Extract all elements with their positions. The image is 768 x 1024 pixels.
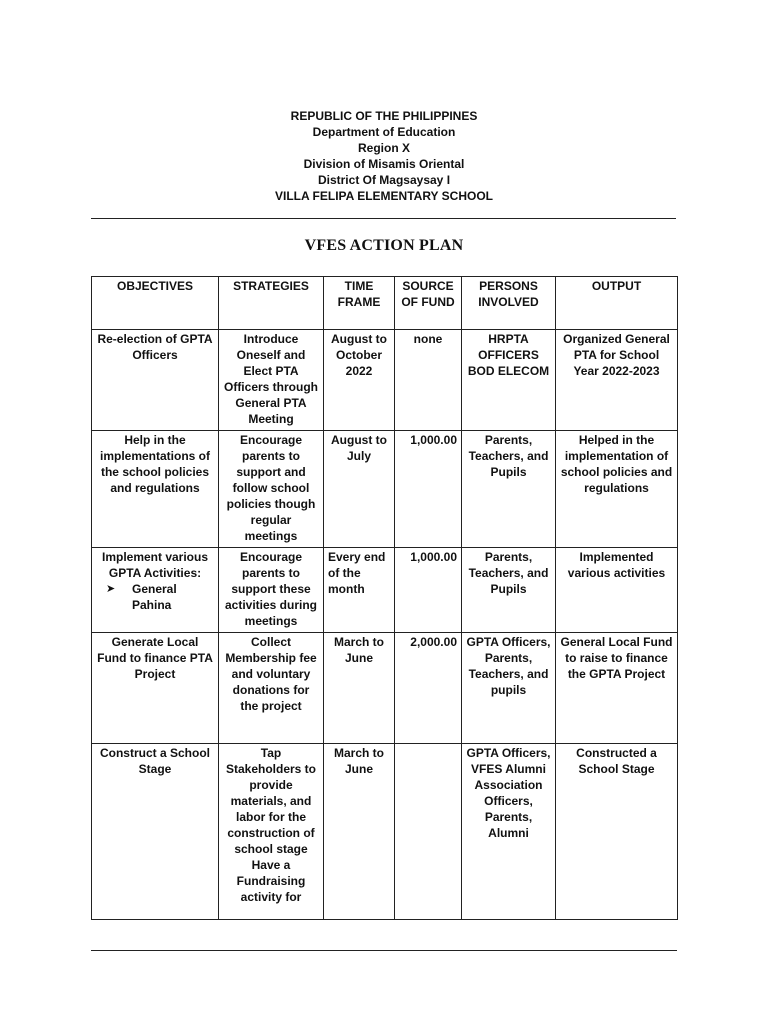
cell-output: General Local Fund to raise to finance the GPTA Project: [556, 633, 678, 744]
cell-time-frame: August to October 2022: [324, 330, 395, 431]
strategy-text: Tap Stakeholders to provide materials, and labor for the construction of school stage: [225, 746, 317, 856]
document-header: [0, 108, 768, 204]
table-row: [92, 744, 678, 920]
objective-bullet-text: General Pahina: [132, 582, 177, 612]
column-header-persons-involved: PERSONS INVOLVED: [462, 277, 556, 330]
cell-strategy: Encourage parents to support and follow school policies though regular meetings: [219, 431, 324, 548]
cell-time-frame: March to June: [324, 633, 395, 744]
cell-strategy: [219, 744, 324, 920]
column-header-output: OUTPUT: [556, 277, 678, 330]
cell-objective: Re-election of GPTA Officers: [92, 330, 219, 431]
cell-time-frame: Every end of the month: [324, 548, 395, 633]
objective-bullet-item: [96, 581, 214, 613]
cell-source-of-fund: none: [395, 330, 462, 431]
table-row: [92, 330, 678, 431]
cell-time-frame: August to July: [324, 431, 395, 548]
header-district: District Of Magsaysay I: [317, 173, 451, 187]
cell-strategy: Encourage parents to support these activities during meetings: [219, 548, 324, 633]
cell-output: Organized General PTA for School Year 2022-2023: [556, 330, 678, 431]
table-row: [92, 633, 678, 744]
header-division: Division of Misamis Oriental: [303, 157, 465, 171]
page-title: VFES ACTION PLAN: [304, 237, 464, 254]
table-row: [92, 548, 678, 633]
cell-objective: [92, 548, 219, 633]
header-region: Region X: [357, 141, 410, 155]
cell-objective: Generate Local Fund to finance PTA Project: [92, 633, 219, 744]
column-header-time-frame: TIME FRAME: [324, 277, 395, 330]
column-header-strategies: STRATEGIES: [219, 277, 324, 330]
cell-output: Implemented various activities: [556, 548, 678, 633]
cell-strategy: Introduce Oneself and Elect PTA Officers through General PTA Meeting: [219, 330, 324, 431]
cell-strategy: Collect Membership fee and voluntary donations for the project: [219, 633, 324, 744]
column-header-objectives: OBJECTIVES: [92, 277, 219, 330]
cell-objective: Help in the implementations of the school policies and regulations: [92, 431, 219, 548]
table-row: [92, 431, 678, 548]
action-plan-table: [91, 276, 678, 920]
cell-output: Constructed a School Stage: [556, 744, 678, 920]
cell-persons-involved: GPTA Officers, VFES Alumni Association Officers, Parents, Alumni: [462, 744, 556, 920]
header-divider: [91, 218, 676, 219]
header-department: Department of Education: [312, 125, 456, 139]
column-header-source-of-fund: SOURCE OF FUND: [395, 277, 462, 330]
page-bottom-margin: [0, 951, 768, 1024]
cell-objective: Construct a School Stage: [92, 744, 219, 920]
cell-source-of-fund: 2,000.00: [395, 633, 462, 744]
arrowhead-bullet-icon: ➤: [106, 583, 116, 595]
cell-persons-involved: Parents, Teachers, and Pupils: [462, 431, 556, 548]
cell-persons-involved: GPTA Officers, Parents, Teachers, and pupils: [462, 633, 556, 744]
header-school: VILLA FELIPA ELEMENTARY SCHOOL: [274, 189, 493, 203]
objective-text: Implement various GPTA Activities:: [101, 550, 209, 580]
cell-time-frame: March to June: [324, 744, 395, 920]
cell-source-of-fund: 1,000.00: [395, 431, 462, 548]
cell-source-of-fund: 1,000.00: [395, 548, 462, 633]
table-header-row: [92, 277, 678, 330]
table-bottom-border: [91, 950, 677, 951]
strategy-extra-text: Have a Fundraising activity for: [236, 858, 306, 904]
cell-source-of-fund: [395, 744, 462, 920]
header-republic: REPUBLIC OF THE PHILIPPINES: [290, 109, 478, 123]
cell-persons-involved: Parents, Teachers, and Pupils: [462, 548, 556, 633]
cell-persons-involved: HRPTA OFFICERS BOD ELECOM: [462, 330, 556, 431]
cell-output: Helped in the implementation of school policies and regulations: [556, 431, 678, 548]
